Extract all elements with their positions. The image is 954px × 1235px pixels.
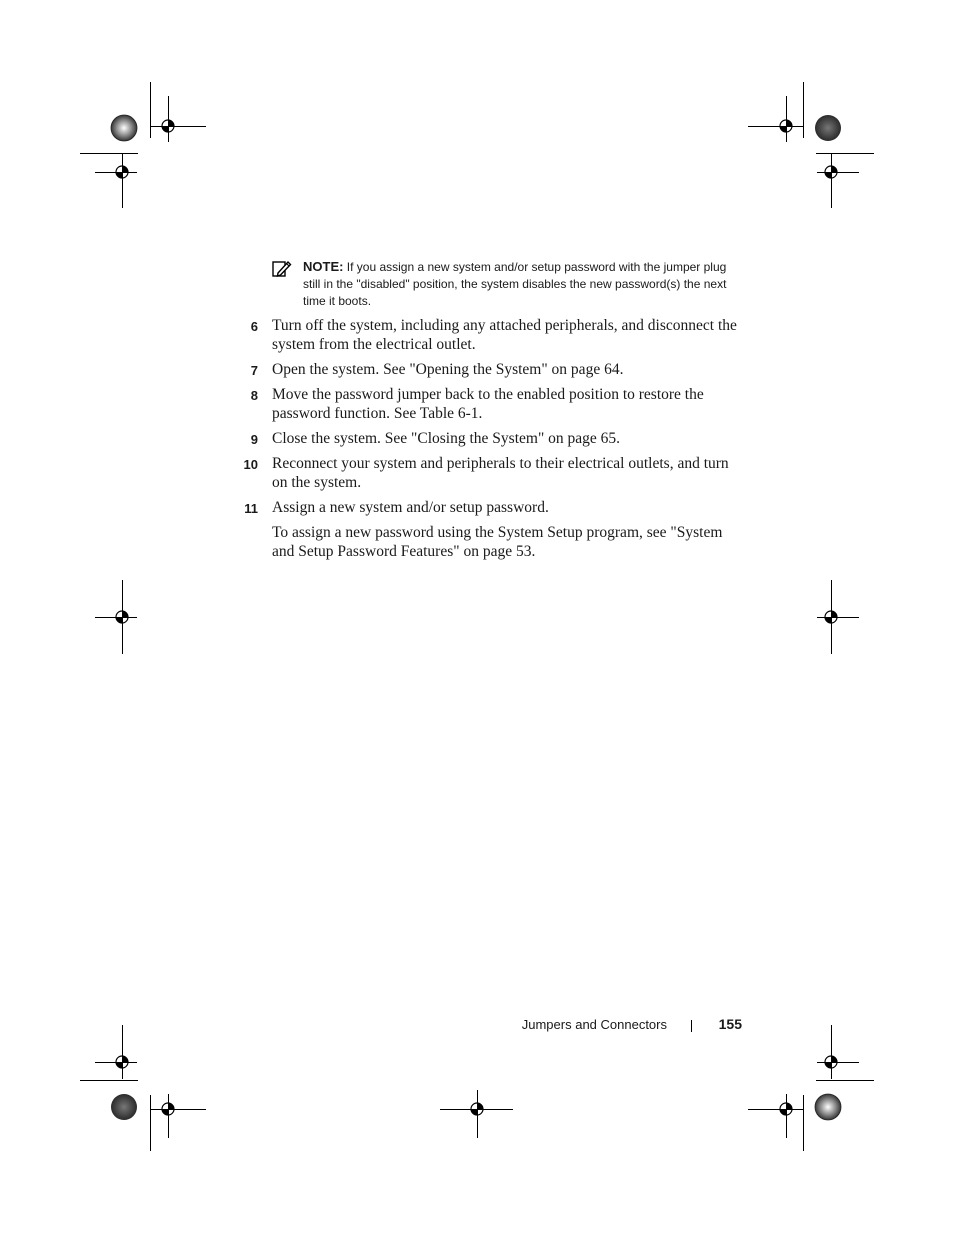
step-text: Open the system. See "Opening the System" on page 64.	[272, 361, 624, 378]
step-item	[234, 454, 744, 492]
note-text	[303, 258, 742, 310]
footer-separator	[691, 1020, 692, 1032]
step-item	[234, 498, 744, 517]
step-number: 6	[250, 319, 258, 334]
step-item	[234, 385, 744, 423]
step-text: Move the password jumper back to the enabled position to restore the password function. See Table 6-1.	[272, 386, 704, 422]
step-item	[234, 316, 744, 354]
step-number: 10	[243, 457, 258, 472]
step-text: Reconnect your system and peripherals to their electrical outlets, and turn on the system.	[272, 455, 729, 491]
page-number: 155	[718, 1016, 742, 1032]
step-item	[234, 360, 744, 379]
step-number: 9	[250, 432, 258, 447]
step-item	[234, 429, 744, 448]
note-body: If you assign a new system and/or setup password with the jumper plug still in the "disabled" position, the system disables the new password(s) the next time it boots.	[303, 260, 727, 308]
step-text: Assign a new system and/or setup password.	[272, 499, 549, 516]
step-text: Close the system. See "Closing the System" on page 65.	[272, 430, 621, 447]
note-label: NOTE:	[303, 259, 344, 274]
step-text: Turn off the system, including any attached peripherals, and disconnect the system from the electrical outlet.	[272, 317, 737, 353]
procedure-steps	[234, 316, 744, 561]
note-block	[272, 258, 742, 310]
page-footer	[480, 1015, 742, 1035]
pencil-note-icon	[272, 260, 292, 278]
step-number: 11	[244, 501, 258, 516]
step-number: 8	[250, 388, 258, 403]
footer-section-title: Jumpers and Connectors	[521, 1017, 667, 1032]
follow-paragraph: To assign a new password using the System Setup program, see "System and Setup Password Features" on page 53.	[272, 524, 723, 560]
step-number: 7	[250, 363, 258, 378]
